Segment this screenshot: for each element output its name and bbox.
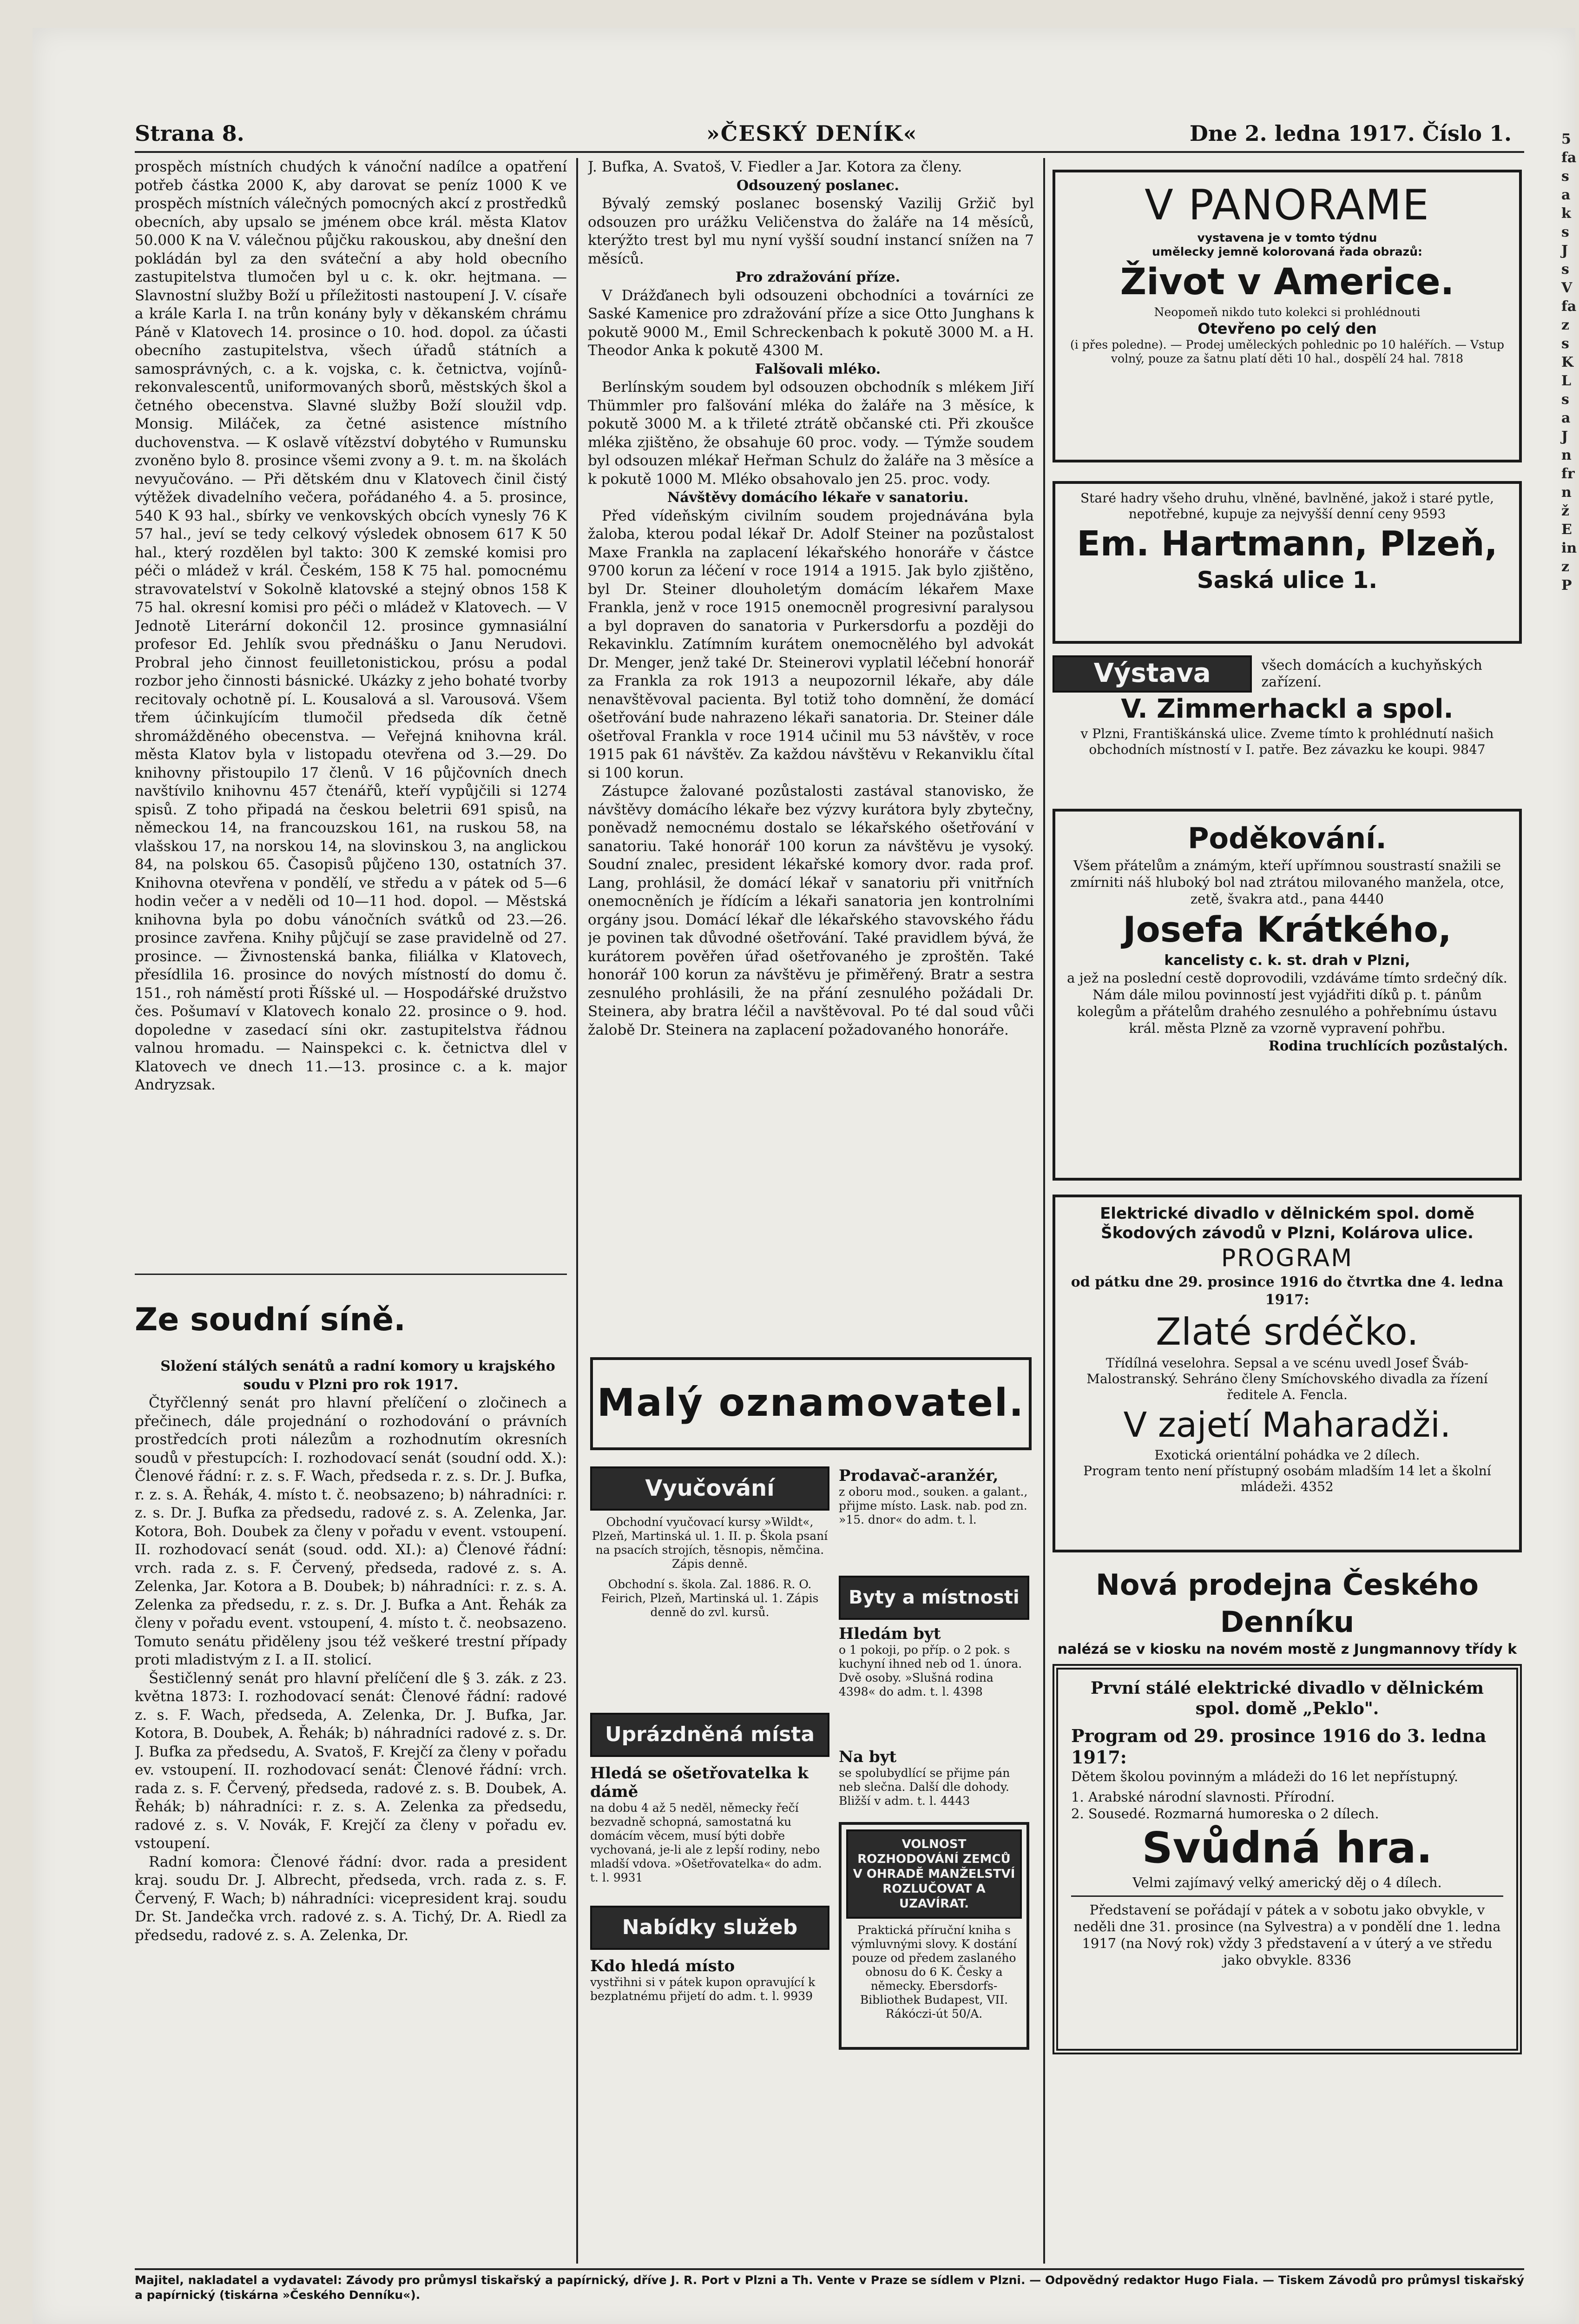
article-sanatorium-1: Před vídeňským civilním soudem projednávána byla žaloba, kterou podal lékař Dr. Adolf Steiner na pozůstalost Maxe Frankla na zaplacení lékařského honoráře v částce 9700 korun za léčení v roce 1914 a 1915. Jak bylo zjištěno, byl Dr. Steiner dlouholetým domácím lékařem Maxe Frankla, jenž v roce 1915 onemocněl progresivní paralysou a byl dopraven do sanatoria v Purkersdorfu a později do Rekavinklu. Zatímním kurátem onemocnělého byl advokát Dr. Menger, jenž také Dr. Steinerovi vyplatil léčební honorář za Frankla za rok 1913 a neupozornil lékaře, aby dále nenavštěvoval pacienta. Byl totiž toho domnění, že domácí ošetřování bude nahrazeno lékaři sanatoria. Dr. Steiner dále ošetřoval Frankla v roce 1914 učinil mu 53 návštěv, v roce 1915 pak 61 návštěv. Za každou návštěvu v Rekanviklu čítal si 100 korun.	[588, 507, 1034, 781]
edge-char: J	[1561, 429, 1568, 445]
panorama-title: V PANORAME	[1145, 181, 1430, 230]
court-para-1: Čtyřčlenný senát pro hlavní přelíčení o zločinech a přečinech, dále projednání o rozhodování o právních prostředcích proti nálezům a rozhodnutím okresních soudů v přestupcích: I. rozhodovací senát (soudní odd. X.): Členové řádní: r. z. s. F. Wach, předseda r. z. s. Dr. J. Bufka, r. z. s. A. Řehák, 4. místo t. č. neobsazeno; b) náhradníci: r. z. s. Dr. J. Bufka za předsedu, radové z. s. A. Zelenka, Jar. Kotora, Boh. Doubek za členy v pořadu v event. vstoupení. II. rozhodovací senát (soud. odd. XI.): a) Členové řádní: vrch. rada z. s. F. Červený, předseda, radové z. s. A. Zelenka, Jar. Kotora a B. Doubek; b) náhradníci: r. z. s. A. Zelenka za předsedu, r. z. s. Dr. J. Bufka a Ant. Řehák za členy v pořadu event. vstoupení, 4. místo t. č. neobsazeno. Tomuto senátu přiděleny jsou též veškeré trestní případy proti mladistvým z I. a II. stolicí.	[135, 1394, 567, 1668]
podekovani-text3: a jež na poslední cestě doprovodili, vzdáváme tímto srdečný dík.	[1067, 970, 1507, 986]
peklo-rule	[1071, 1895, 1503, 1897]
hartmann-code: 9593	[1413, 506, 1446, 522]
imprint: Majitel, nakladatel a vydavatel: Závody pro průmysl tiskařský a papírnický, dříve J. R. Port v Plzni a Th. Vente v Praze se sídlem v Plzni. — Odpovědný redaktor Hugo Fiala. — Tiskem Závodů pro průmysl tiskařský a papírnický (tiskárna »Českého Denníku«).	[135, 2273, 1524, 2302]
edge-char: s	[1561, 224, 1569, 240]
podekovani-code: 4440	[1349, 891, 1384, 907]
ad-prodavac	[839, 1466, 1029, 1573]
podekovani-text2: kancelisty c. k. st. drah v Plzni,	[1164, 952, 1410, 969]
ad-peklo	[1053, 1664, 1522, 2054]
peklo-header: První stálé elektrické divadlo v dělnickém spol. domě „Peklo".	[1090, 1678, 1484, 1718]
ad-nova-prodejna	[1053, 1566, 1522, 1659]
ad-wildt: Obchodní vyučovací kursy »Wildt«, Plzeň, Martinská ul. 1. II. p. Škola psaní na psacích strojích, těsnopis, němčina. Zápis denně.	[592, 1515, 828, 1571]
zimmerhackl-name: V. Zimmerhackl a spol.	[1121, 694, 1454, 724]
ad-na-byt-title: Na byt	[839, 1748, 897, 1766]
edge-char: J	[1561, 243, 1568, 259]
podekovani-signature: Rodina truchlících pozůstalých.	[1268, 1038, 1508, 1054]
prodejna-line1: nalézá se v kiosku na novém mostě z Jungmannovy třídy k	[1057, 1641, 1517, 1657]
klatovy-news: prospěch místních chudých k vánoční nadílce a opatření potřeb částka 2000 K, aby darovat se peníz 1000 K ve prospěch místních válečných pomocných akcí z prostředků obecních, aby upsalo se jménem obce král. města Klatov 50.000 K na V. válečnou půjčku rakouskou, aby dnešní den pokládán byl za den sváteční a aby hold obecního zastupitelstva tlumočen byl u c. k. okr. hejtmana. — Slavnostní služby Boží u příležitosti nastoupení J. V. císaře a krále Karla I. na trůn konány byly v děkanském chrámu Páně v Klatovech 14. prosince o 10. hod. dopol. za účasti obecního zastupitelstva, všech úřadů státních a samosprávných, c. a k. vojska, c. k. četnictva, vojínů-rekonvalescentů, uniformovaných sborů, městských škol a četného obecenstva. Slavné služby Boží sloužil vdp. Monsig. Miláček, za četné asistence místního duchovenstva. — K oslavě vítězství dobytého v Rumunsku zvoněno bylo 8. prosince všemi zvony a 9. t. m. na školách nevyučováno. — Při dětském dnu v Klatovech činil čistý výtěžek divadelního večera, pořádaného 4. a 5. prosince, 540 K 93 hal., sbírky ve venkovských obcích vynesly 76 K 57 hal., jeví se tedy celkový výsledek obnosem 617 K 50 hal., který rozdělen byl takto: 300 K zemské komisi pro péči o mládež v král. Českém, 158 K 75 hal. pomocnému stravovatelství v Sokolně klatovské a stejný obnos 158 K 75 hal. okresní komisi pro péči o mládež v Klatovech. — V Jednotě Literární dokončil 12. prosince gymnasiální profesor Ed. Jehlík svou přednášku o Janu Nerudovi. Probral jeho činnost feuilletonistickou, prósu a podal rozbor jeho činnosti básnické. Ukázky z jeho bohaté tvorby recitovaly ochotně pí. L. Kousalová a sl. Varousová. Všem třem účinkujícím tlumočil předseda dík četně shromážděného obecenstva. — Veřejná knihovna král. města Klatov byla v listopadu otevřena od 3.—29. Do knihovny přistoupilo 17 členů. V 16 půjčovních dnech navštívilo knihovnu 457 čtenářů, kteří vypůjčili si 1274 spisů. Z toho připadá na českou beletrii 691 spisů, na německou 14, na francouzskou 161, na ruskou 58, na vlašskou 17, na norskou 14, na slovinskou 3, na anglickou 84, na polskou 65. Časopisů půjčeno 130, ostatních 37. Knihovna otevřena v pondělí, ve středu a v pátek od 5—6 hodin večer a v neděli od 10—11 hod. dopol. — Městská knihovna byla po dobu vánočních svátků od 23.—26. prosince zavřena. Knihy půjčují se zase pravidelně od 27. prosince. — Živnostenská banka, filiálka v Klatovech, přesídlila 16. prosince do nových místností do domu č. 151., roh náměstí proti Říšské ul. — Hospodářské družstvo čes. Pošumaví v Klatovech konalo 22. prosince o 9. hod. dopoledne v zasedací síni okr. zastupitelstva řádnou valnou hromadu. — Nainspekci c. k. četnictva dlel v Klatovech ve dnech 11.—13. prosince c. a k. major Andryzsak.	[135, 158, 567, 1093]
podekovani-text1: Všem přátelům a známým, kteří upřímnou soustrastí snažili se zmírniti náš hluboký bol nad ztrátou milovaného manžela, otce, zetě, švakra atd., pana	[1070, 858, 1505, 907]
podekovani-title: Poděkování.	[1188, 821, 1387, 855]
column-1-news	[135, 158, 567, 1274]
peklo-film: Svůdná hra.	[1142, 1823, 1433, 1873]
edge-char: 5	[1561, 131, 1571, 147]
panorama-line1: vystavena je v tomto týdnu	[1197, 231, 1377, 244]
ads-vyucovani	[590, 1515, 829, 1706]
article-mleko: Berlínským soudem byl odsouzen obchodník s mlékem Jiří Thümmler pro falšování mléka do žaláře na 3 měsíce, k pokutě 3000 M. a k třileté ztrátě občanské cti. Při zkoušce mléka zjištěno, že obsahuje 60 proc. vody. — Týmže soudem byl odsouzen mlékař Heřman Schulz do žaláře na 3 měsíce a k pokutě 1000 M. Mléko obsahovalo jen 25. proc. vody.	[588, 379, 1034, 488]
kino-desc-2: Exotická orientální pohádka ve 2 dílech.	[1154, 1447, 1420, 1463]
court-para-2: Šestičlenný senát pro hlavní přelíčení dle § 3. zák. z 23. května 1873: I. rozhodovací senát: Členové řádní: radové z. s. F. Wach, předseda, A. Zelenka, Dr. J. Bufka, Jar. Kotora, B. Doubek, A. Řehák; b) náhradníci radové z. s. Dr. J. Bufka za předsedu, A. Svatoš, F. Krejčí za členy v pořadu ev. vstoupení. II. rozhodovací senát: Členové řádní: vrch. rada z. s. F. Červený, předseda, radové z. s. B. Doubek, A. Řehák; b) náhradníci: r. z. s. A. Zelenka za předsedu, radové z. s. V. Novák, F. Krejčí za členy v pořadu ev. vstoupení.	[135, 1670, 567, 1852]
edge-char: s	[1561, 336, 1569, 352]
ad-osetrovatelka-text: na dobu 4 až 5 neděl, německy řečí bezvadně schopná, samostatná ku domácím věcem, musí býti dobře vychovaná, je-li ale z lepší rodiny, nebo mladší vdova. »Ošetřovatelka« do adm. t. l. 9931	[590, 1801, 822, 1884]
ad-na-byt	[839, 1748, 1029, 1817]
kino-desc-1: Třídílná veselohra. Sepsal a ve scénu uvedl Josef Šváb-Malostranský. Sehráno členy Smíchovského divadla za řízení ředitele A. Fencla.	[1086, 1355, 1488, 1402]
footer-rule	[135, 2268, 1524, 2270]
ad-kdo-hleda-text: vystřihni si v pátek kupon opravující k bezplatnému přijetí do adm. t. l. 9939	[590, 1975, 816, 2003]
ad-kdo-hleda-misto	[590, 1957, 829, 2050]
ad-kdo-hleda-title: Kdo hledá místo	[590, 1957, 735, 1975]
edge-char: a	[1561, 187, 1571, 203]
edge-char: n	[1561, 447, 1572, 463]
edge-char: ž	[1561, 503, 1570, 519]
edge-char: s	[1561, 261, 1569, 277]
edge-char: a	[1561, 410, 1571, 426]
edge-char: L	[1561, 373, 1572, 389]
edge-char: z	[1561, 559, 1570, 575]
ad-panorama	[1053, 170, 1522, 462]
ad-zimmerhackl	[1053, 655, 1522, 790]
edge-char: fr	[1561, 466, 1575, 482]
ad-osetrovatelka	[590, 1764, 829, 1899]
page-number: Strana 8.	[135, 121, 244, 146]
ad-hledam-byt-title: Hledám byt	[839, 1624, 941, 1643]
adjacent-page-edge	[1561, 130, 1577, 595]
edge-char: E	[1561, 522, 1572, 538]
ad-podekovani	[1053, 809, 1522, 1181]
panorama-show: Život v Americe.	[1120, 261, 1454, 303]
peklo-program: Program od 29. prosince 1916 do 3. ledna 1917:	[1071, 1725, 1487, 1768]
podekovani-name: Josefa Krátkého,	[1123, 909, 1452, 950]
ad-book	[839, 1822, 1029, 2050]
ad-hartmann	[1053, 481, 1522, 644]
ad-prodavac-text: z oboru mod., souken. a galant., přijme místo. Lask. nab. pod zn. »15. dnor« do adm. t. l.	[839, 1485, 1028, 1526]
podekovani-text4: Nám dále milou povinností jest vyjádřiti díků p. t. pánům kolegům a přátelům drahého zesnulého a pohřebnímu ústavu král. města Plzně za vzorně vypravení pohřbu.	[1077, 987, 1498, 1036]
column-rule-2	[1043, 158, 1045, 2264]
subhead-sanatorium: Návštěvy domácího lékaře v sanatoriu.	[667, 489, 969, 506]
peklo-item-2: 2. Sousedé. Rozmarná humoreska o 2 dílech.	[1071, 1806, 1379, 1822]
zimmerhackl-line1: všech domácích a kuchyňských zařízení.	[1261, 657, 1482, 690]
kino-dates: od pátku dne 29. prosince 1916 do čtvrtka dne 4. ledna 1917:	[1071, 1274, 1504, 1308]
panorama-line3: Neopomeň nikdo tuto kolekci si prohlédnouti	[1154, 305, 1421, 319]
panorama-line2: umělecky jemně kolorovaná řada obrazů:	[1151, 245, 1422, 258]
kino-program: PROGRAM	[1221, 1244, 1354, 1272]
category-vyucovani: Vyučování	[590, 1466, 829, 1511]
kino-desc-3: Program tento není přístupný osobám mladším 14 let a školní mládeži.	[1083, 1463, 1491, 1494]
edge-char: P	[1561, 577, 1572, 594]
ad-prodavac-title: Prodavač-aranžér,	[839, 1466, 999, 1485]
zimmerhackl-tag: Výstava	[1053, 655, 1252, 693]
article-sanatorium-2: Zástupce žalované pozůstalosti zastával stanovisko, že návštěvy domácího lékaře bez výzvy kurátora byly zbytečny, poněvadž nemocnému dostalo se lékařského ošetřování v sanatoriu. Také honorář 100 korun za návštěvu je vysoký. Soudní znalec, president lékařské komory dvor. rada prof. Lang, prohlásil, že domácí lékař v sanatoriu při vnitřních onemocněních je řídícím a lékaři sanatoria jen kontrolními orgány jsou. Domácí lékař dle lékařského stavovského řádu je povinen tak důvodné ošetřování. Také pravidlem bývá, že kurátorem pověřen úřad ošetřovaného je zproštěn. Také honorář 100 korun za návštěvu je přiměřený. Bratr a sestra zesnulého prohlásili, že na přání zesnulého požádali Dr. Steinera, aby bratra léčil a navštěvoval. Po té dal soud vůči žalobě Dr. Steinera na zaplacení požadovaného honoráře.	[588, 783, 1034, 1038]
prodejna-title: Nová prodejna Českého Denníku	[1096, 1568, 1479, 1639]
column-2-court	[588, 158, 1034, 1334]
peklo-age-note: Dětem školou povinným a mládeži do 16 let nepřístupný.	[1071, 1769, 1459, 1784]
kino-film-1: Zlaté srdéčko.	[1156, 1310, 1419, 1353]
ad-book-text: Praktická příruční kniha s výmluvnými slovy. K dostání pouze od předem zaslaného obnosu do 6 K. Česky a německy. Ebersdorfs-Bibliothek Budapest, VII. Rákóczi-út 50/A.	[851, 1923, 1017, 2020]
edge-char: k	[1561, 205, 1571, 222]
zimmerhackl-code: 9847	[1452, 742, 1486, 757]
hartmann-address: Saská ulice 1.	[1197, 567, 1378, 594]
kino-header: Elektrické divadlo v dělnickém spol. domě Škodových závodů v Plzni, Kolárova ulice.	[1100, 1204, 1474, 1242]
ad-feirich: Obchodní s. škola. Zal. 1886. R. O. Feirich, Plzeň, Martinská ul. 1. Zápis denně do zvl. kursů.	[601, 1578, 819, 1619]
category-byty: Byty a místnosti	[839, 1576, 1029, 1620]
edge-char: n	[1561, 484, 1572, 501]
ad-book-title: VOLNOST ROZHODOVÁNÍ ZEMCŮ V OHRADĚ MANŽELSTVÍ ROZLUČOVAT A UZAVÍRAT.	[846, 1829, 1022, 1919]
edge-char: fa	[1561, 150, 1577, 166]
small-ads-banner: Malý oznamovatel.	[590, 1357, 1032, 1450]
zimmerhackl-line2: v Plzni, Františkánská ulice. Zveme tímto k prohlédnutí našich obchodních místností v I. patře. Bez závazku ke koupi.	[1080, 726, 1494, 757]
peklo-item-1: 1. Arabské národní slavnosti. Přírodní.	[1071, 1789, 1335, 1805]
ad-na-byt-text: se spolubydlící se přijme pán neb slečna. Další dle dohody. Bližší v adm. t. l. 4443	[839, 1766, 1010, 1808]
section-rule	[135, 1274, 567, 1275]
masthead: »ČESKÝ DENÍK«	[706, 121, 918, 146]
panorama-line4: Otevřeno po celý den	[1197, 320, 1377, 337]
court-continued: J. Bufka, A. Svatoš, V. Fiedler a Jar. Kotora za členy.	[588, 158, 962, 175]
hartmann-name: Em. Hartmann, Plzeň,	[1077, 524, 1498, 564]
edge-char: V	[1561, 280, 1572, 296]
edge-char: in	[1561, 540, 1577, 556]
kino-film-2: V zajetí Maharadži.	[1123, 1405, 1451, 1445]
newspaper-page	[33, 28, 1575, 2324]
ad-osetrovatelka-title: Hledá se ošetřovatelka k dámě	[590, 1764, 809, 1801]
hartmann-text: Staré hadry všeho druhu, vlněné, bavlněné, jakož i staré pytle, nepotřebné, kupuje za nejvyšší denní ceny	[1080, 490, 1494, 522]
peklo-film-desc: Velmi zajímavý velký americký děj o 4 dílech.	[1132, 1875, 1442, 1890]
edge-char: z	[1561, 317, 1570, 333]
panorama-line5: (i přes poledne). — Prodej uměleckých pohlednic po 10 haléřích. — Vstup volný, pouze za šatnu platí děti 10 hal., dospělí 24 hal. 7818	[1070, 338, 1505, 365]
edge-char: s	[1561, 391, 1569, 408]
edge-char: K	[1561, 354, 1574, 370]
peklo-schedule: Představení se pořádají v pátek a v sobotu jako obvykle, v neděli dne 31. prosince (na Sylvestra) a v pondělí dne 1. ledna 1917 (na Nový rok) vždy 3 představení a v úterý a ve středu jako obvykle.	[1073, 1902, 1501, 1968]
subhead-poslanec: Odsouzený poslanec.	[737, 177, 899, 194]
issue-date: Dne 2. ledna 1917. Číslo 1.	[1190, 121, 1512, 146]
category-uprazdnena-mista: Uprázdněná místa	[590, 1713, 829, 1757]
ad-hledam-byt-text: o 1 pokoji, po příp. o 2 pok. s kuchyní ihned neb od 1. února. Dvě osoby. »Slušná rodina 4398« do adm. t. l. 4398	[839, 1643, 1022, 1698]
ad-hledam-byt	[839, 1624, 1029, 1741]
edge-char: fa	[1561, 298, 1577, 315]
court-subtitle: Složení stálých senátů a radní komory u krajského soudu v Plzni pro rok 1917.	[160, 1358, 555, 1393]
kino-code: 4352	[1300, 1479, 1334, 1494]
header-rule	[135, 151, 1524, 153]
article-prize: V Drážďanech byli odsouzeni obchodníci a továrníci ze Saské Kamenice pro zdražování příze a sice Otto Junghans k pokutě 9000 M., Emil Schreckenbach k pokutě 3000 M. a H. Theodor Anka k pokutě 4300 M.	[588, 287, 1034, 359]
subhead-prize: Pro zdražování příze.	[735, 269, 901, 285]
edge-char: s	[1561, 168, 1569, 185]
column-1-court	[135, 1357, 567, 2264]
peklo-code: 8336	[1316, 1952, 1351, 1968]
subhead-mleko: Falšovali mléko.	[755, 361, 881, 377]
ad-elektricke-divadlo	[1053, 1195, 1522, 1552]
article-poslanec: Bývalý zemský poslanec bosenský Vazilij Gržič byl odsouzen pro urážku Veličenstva do žaláře na 14 měsíců, kterýžto trest byl mu nyní vyšší soudní instancí snížen na 7 měsíců.	[588, 195, 1034, 267]
column-rule-1	[576, 158, 578, 2264]
court-para-3: Radní komora: Členové řádní: dvor. rada a president kraj. soudu Dr. J. Albrecht, předseda, vrch. rada z. s. F. Červený, F. Wach; b) náhradníci: vicepresident kraj. soudu Dr. St. Jandečka vrch. radové z. s. A. Tichý, Dr. A. Riedl za předsedu, radové z. s. A. Zelenka, Dr.	[135, 1853, 567, 1944]
category-nabidky-sluzeb: Nabídky služeb	[590, 1906, 829, 1950]
section-title: Ze soudní síně.	[135, 1301, 406, 1338]
